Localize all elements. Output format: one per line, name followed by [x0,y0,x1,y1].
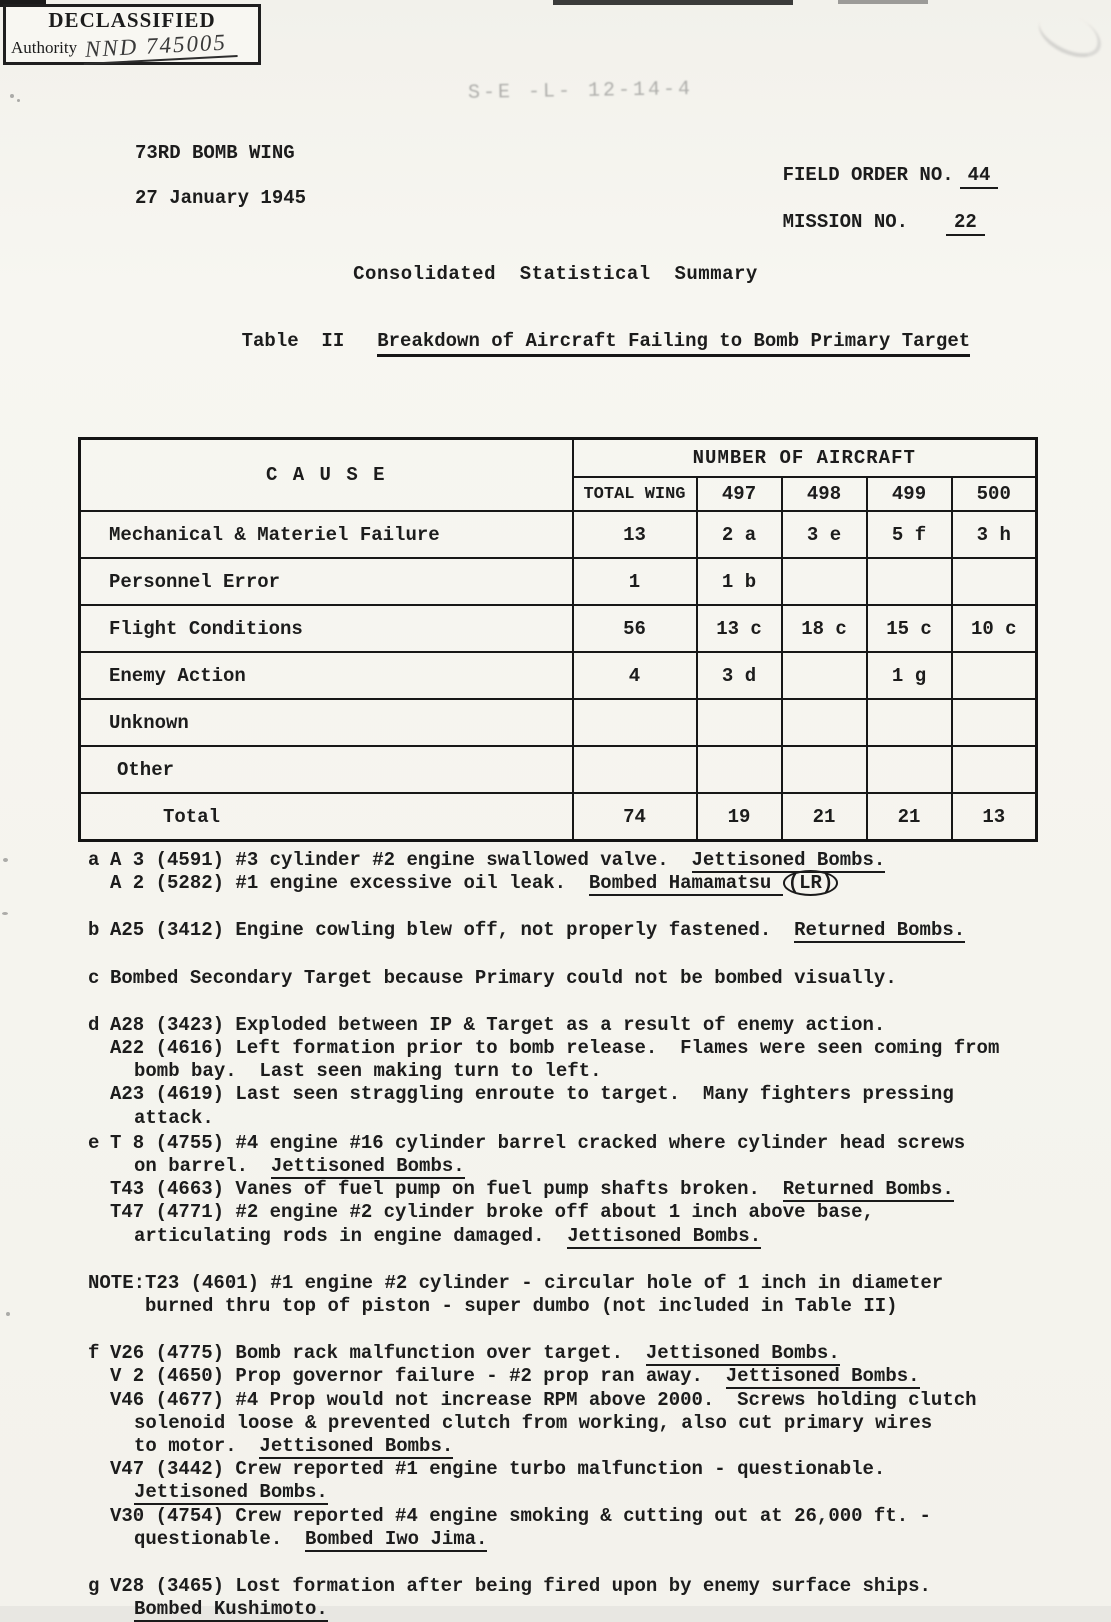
value-cell: 13 [952,793,1037,841]
footnote-letter: b [88,919,100,942]
footnote-line [110,1528,1063,1551]
value-cell [952,558,1037,605]
footnote-text: attack. [134,1106,214,1129]
footnote-line [110,872,1063,895]
field-order-label: FIELD ORDER NO. [782,164,954,186]
value-cell [782,746,867,793]
footnotes-section [88,849,1063,1621]
footnote-text: V 2 (4650) Prop governor failure - #2 prop ran away. [110,1365,726,1388]
footnote-line [145,1272,1063,1295]
underlined-text: (LR) [783,870,839,896]
footnote-line [110,1060,1063,1083]
value-cell [782,699,867,746]
cause-cell: Enemy Action [80,652,573,699]
declassified-stamp [3,4,261,65]
footnote-line [110,1201,1063,1224]
column-header-497: 497 [697,477,782,511]
footnote-line [110,1435,1063,1458]
scan-speck [2,912,8,915]
footnote-letter: a [88,849,100,871]
footnote-line [110,1575,1063,1598]
value-cell: 1 b [697,558,782,605]
footnote-text: T47 (4771) #2 engine #2 cylinder broke off about 1 inch above base, [110,1201,874,1224]
footnote-line [110,1505,1063,1528]
column-header-500: 500 [952,477,1037,511]
number-of-aircraft-header: NUMBER OF AIRCRAFT [573,439,1037,478]
footnote-note [88,1272,1063,1318]
underlined-text: Jettisoned Bombs. [270,1155,465,1178]
footnote-text: questionable. [134,1527,306,1550]
footnote-line [110,1225,1063,1248]
underlined-text: Jettisoned Bombs. [725,1365,920,1388]
underlined-text: Jettisoned Bombs. [567,1224,762,1247]
value-cell: 13 [573,511,697,558]
table-total-row [80,793,1037,841]
column-header-498: 498 [782,477,867,511]
value-cell: 2 a [697,511,782,558]
footnote-text: on barrel. [134,1155,271,1178]
underlined-text: Bombed Hamamatsu [588,872,783,895]
value-cell [867,558,952,605]
footnote-text: V28 (3465) Lost formation after being fired upon by enemy surface ships. [110,1575,931,1598]
value-cell [952,652,1037,699]
value-cell [867,699,952,746]
table-row [80,699,1037,746]
footnote-line [110,1458,1063,1481]
footnote-text: T 8 (4755) #4 engine #16 cylinder barrel cracked where cylinder head screws [110,1131,966,1154]
value-cell: 74 [573,793,697,841]
declassified-stamp-title: DECLASSIFIED [48,8,216,32]
value-cell [867,746,952,793]
scan-speck [6,1312,10,1316]
footnote-text: T43 (4663) Vanes of fuel pump on fuel pump shafts broken. [110,1178,783,1201]
underlined-text: Jettisoned Bombs. [259,1435,454,1458]
footnote-text: articulating rods in engine damaged. [134,1224,568,1247]
scan-speck [10,94,14,98]
footnote-text: bomb bay. Last seen making turn to left. [134,1060,602,1083]
faint-classification-stamp: S-E -L- 12-14-4 [467,78,694,105]
footnote-text: V26 (4775) Bomb rack malfunction over target. [110,1342,646,1365]
footnote-line [145,1295,1063,1318]
value-cell: 1 [573,558,697,605]
value-cell [573,699,697,746]
statistics-table [78,437,1038,842]
footnote-letter: NOTE: [88,1271,146,1294]
footnote-text: V30 (4754) Crew reported #4 engine smoking & cutting out at 26,000 ft. - [110,1504,931,1527]
footnote-text: Bombed Secondary Target because Primary could not be bombed visually. [110,966,897,989]
footnote-text: A25 (3412) Engine cowling blew off, not properly fastened. [110,919,795,942]
underlined-text: Jettisoned Bombs. [134,1481,328,1504]
footnote-line [110,1389,1063,1412]
underlined-text: Returned Bombs. [782,1178,954,1201]
footnote-letter: d [88,1013,100,1036]
footnote-text: A22 (4616) Left formation prior to bomb release. Flames were seen coming from [110,1037,1000,1060]
table-label: Table II [241,330,345,352]
footnote-letter: e [88,1131,100,1154]
value-cell [697,699,782,746]
field-order-value: 44 [960,164,999,189]
footnote-a [88,849,1063,895]
footnote-line [110,1598,1063,1621]
cause-cell: Flight Conditions [80,605,573,652]
value-cell: 5 f [867,511,952,558]
value-cell: 1 g [867,652,952,699]
footnote-d [88,1014,1063,1130]
footnote-text: to motor. [134,1435,260,1458]
value-cell: 4 [573,652,697,699]
footnote-line [110,849,1063,872]
underlined-text: Bombed Kushimoto. [134,1598,328,1621]
authority-label: Authority [11,38,78,57]
table-row [80,746,1037,793]
value-cell: 56 [573,605,697,652]
footnote-line [110,1155,1063,1178]
column-header-total-wing: TOTAL WING [573,477,697,511]
cause-cell: Other [80,746,573,793]
footnote-c [88,967,1063,990]
footnote-text: V46 (4677) #4 Prop would not increase RPM above 2000. Screws holding clutch [110,1388,977,1411]
footnote-g [88,1575,1063,1621]
footnote-line [110,967,1063,990]
footnote-line [110,1037,1063,1060]
footnote-line [110,1083,1063,1106]
footnote-line [110,1365,1063,1388]
footnote-line [110,1481,1063,1504]
table-row [80,558,1037,605]
underlined-text: Jettisoned Bombs. [645,1342,840,1365]
footnote-line [110,919,1063,942]
document-date: 27 January 1945 [135,187,307,209]
value-cell: 3 e [782,511,867,558]
table-title: Breakdown of Aircraft Failing to Bomb Primary Target [377,330,970,357]
mission-label: MISSION NO. [782,211,909,233]
footnote-line [110,1178,1063,1201]
value-cell: 21 [782,793,867,841]
footnote-text: burned thru top of piston - super dumbo (not included in Table II) [145,1295,898,1318]
value-cell: 13 c [697,605,782,652]
value-cell [952,699,1037,746]
footnote-line [110,1132,1063,1155]
cause-cell: Personnel Error [80,558,573,605]
footnote-line [110,1412,1063,1435]
footnote-line [110,1014,1063,1037]
footnote-letter: g [88,1575,100,1598]
footnote-text: A28 (3423) Exploded between IP & Target as a result of enemy action. [110,1013,886,1036]
cause-cell: Total [80,793,573,841]
value-cell [952,746,1037,793]
authority-number-handwritten: NND 745005 [82,29,237,65]
footnote-text: T23 (4601) #1 engine #2 cylinder - circular hole of 1 inch in diameter [145,1271,944,1294]
underlined-text: Returned Bombs. [794,919,966,942]
footnote-f [88,1342,1063,1551]
unit-title: 73RD BOMB WING [135,142,295,164]
value-cell: 19 [697,793,782,841]
underlined-text: Jettisoned Bombs. [691,849,886,871]
table-row [80,605,1037,652]
footnote-text: A23 (4619) Last seen straggling enroute to target. Many fighters pressing [110,1083,954,1106]
value-cell: 10 c [952,605,1037,652]
value-cell: 21 [867,793,952,841]
value-cell: 3 d [697,652,782,699]
value-cell: 15 c [867,605,952,652]
value-cell [697,746,782,793]
footnote-text: A 2 (5282) #1 engine excessive oil leak. [110,872,589,895]
footnote-letter: f [88,1342,100,1365]
scan-speck [17,99,20,102]
footnote-line [110,1342,1063,1365]
value-cell [573,746,697,793]
value-cell: 3 h [952,511,1037,558]
value-cell [782,652,867,699]
footnote-line [110,1107,1063,1130]
corner-smudge [1032,4,1108,66]
footnote-text: solenoid loose & prevented clutch from working, also cut primary wires [134,1411,933,1434]
footnote-e [88,1132,1063,1248]
footnote-letter: c [88,966,100,989]
cause-cell: Mechanical & Materiel Failure [80,511,573,558]
table-row [80,652,1037,699]
cause-column-header: C A U S E [80,439,573,512]
value-cell: 18 c [782,605,867,652]
scan-edge-mark [838,0,928,4]
footnote-b [88,919,1063,942]
underlined-text: Bombed Iwo Jima. [305,1527,488,1550]
footnote-text: A 3 (4591) #3 cylinder #2 engine swallowed valve. [110,849,692,871]
document-title: Consolidated Statistical Summary [353,263,758,285]
footnote-text: V47 (3442) Crew reported #1 engine turbo malfunction - questionable. [110,1458,886,1481]
cause-cell: Unknown [80,699,573,746]
scan-speck [3,858,8,862]
scan-edge-mark [553,0,793,5]
table-caption [196,308,970,374]
column-header-499: 499 [867,477,952,511]
value-cell [782,558,867,605]
mission-value: 22 [946,211,985,236]
table-row [80,511,1037,558]
